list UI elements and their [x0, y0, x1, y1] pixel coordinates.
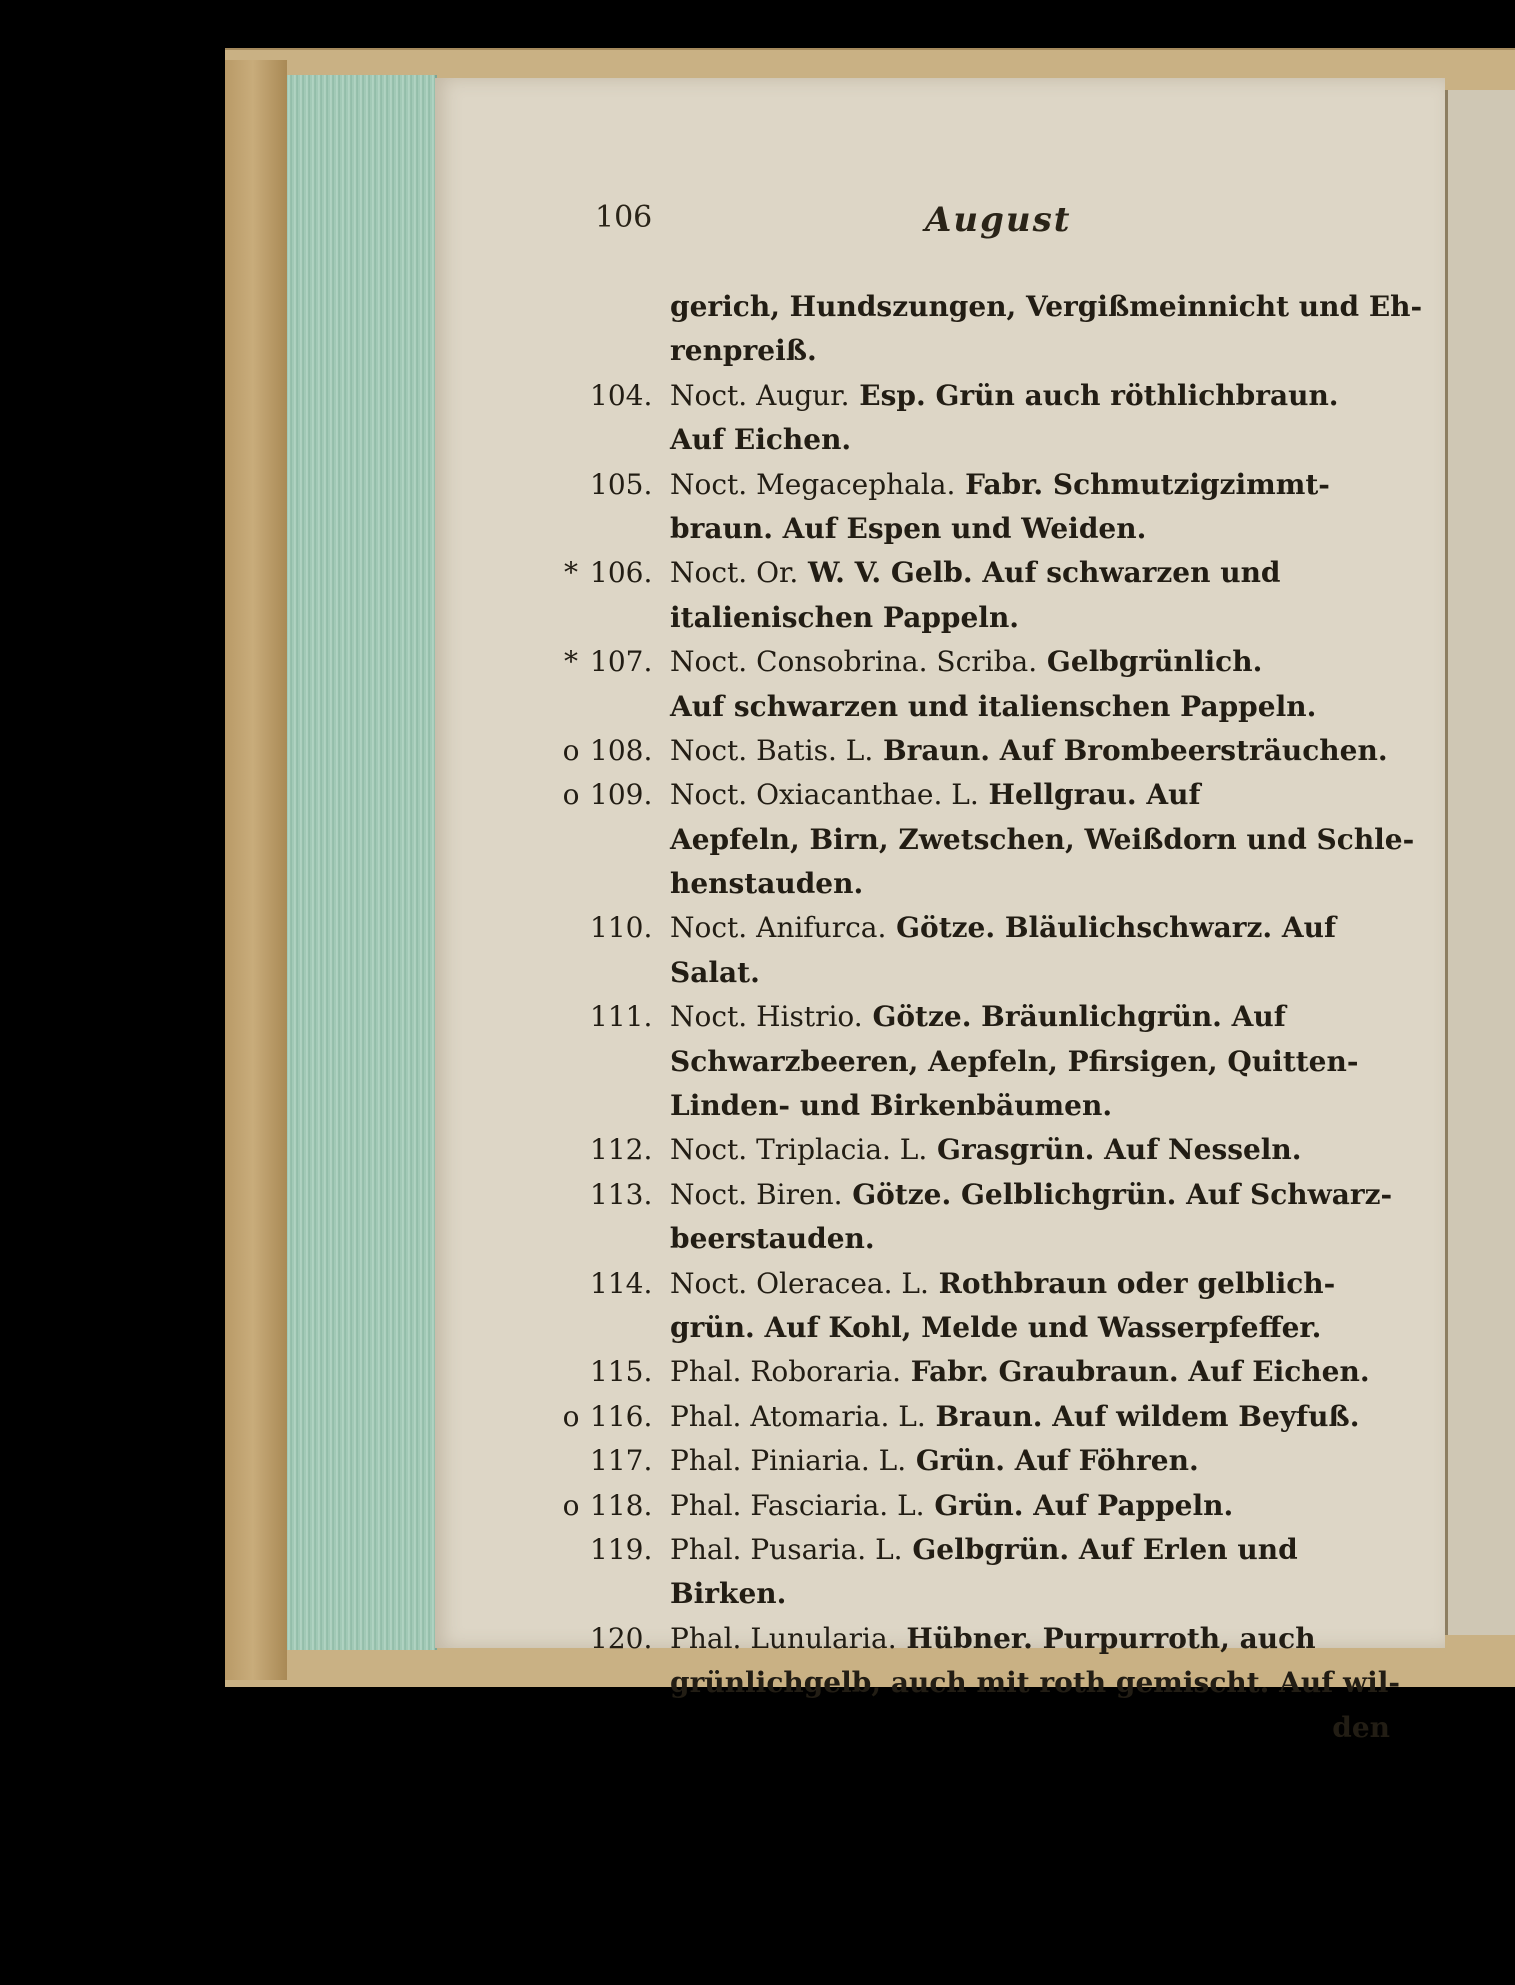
line-text: grünlichgelb, auch mit roth gemischt. Auf wil-	[670, 1666, 1401, 1700]
line-text: Hübner. Purpurroth, auch	[896, 1621, 1316, 1655]
text-line	[590, 374, 1390, 418]
text-line	[590, 906, 1390, 950]
entry-number: 105.	[590, 467, 653, 501]
text-line	[590, 507, 1390, 551]
running-head	[595, 200, 1095, 250]
species-name: Noct. Batis. L.	[670, 733, 874, 767]
species-name: Noct. Triplacia. L.	[670, 1133, 928, 1167]
species-name: Noct. Consobrina. Scriba.	[670, 645, 1038, 679]
line-text: Birken.	[670, 1577, 787, 1611]
page-number: 106	[595, 200, 653, 235]
text-line	[562, 729, 1390, 773]
line-text: Hellgrau. Auf	[978, 778, 1201, 812]
text-line	[590, 1350, 1390, 1394]
entry-number: 117.	[590, 1444, 653, 1478]
text-line	[590, 1173, 1393, 1217]
page-edges	[287, 75, 437, 1650]
text-line	[590, 862, 1390, 906]
entry-number: 109.	[590, 778, 653, 812]
line-text: renpreiß.	[670, 334, 817, 368]
entry-marker: o	[562, 733, 580, 767]
line-text: Rothbraun oder gelblich-	[928, 1266, 1336, 1300]
species-name: Phal. Atomaria. L.	[670, 1399, 926, 1433]
entry-number: 106.	[590, 556, 653, 590]
line-text: Aepfeln, Birn, Zwetschen, Weißdorn und Schle-	[670, 822, 1415, 856]
species-name: Noct. Oxiacanthae. L.	[670, 778, 979, 812]
text-line	[564, 551, 1390, 595]
line-text: Götze. Gelblichgrün. Auf Schwarz-	[842, 1177, 1393, 1211]
text-line	[564, 640, 1390, 684]
line-text: Gelbgrünlich.	[1037, 645, 1263, 679]
text-line	[590, 329, 1390, 373]
line-text: Gelbgrün. Auf Erlen und	[902, 1532, 1298, 1566]
line-text: Esp. Grün auch röthlichbraun.	[849, 378, 1339, 412]
line-text: Grün. Auf Pappeln.	[924, 1488, 1234, 1522]
entry-number: 110.	[590, 911, 653, 945]
species-name: Phal. Piniaria. L.	[670, 1444, 907, 1478]
line-text: Auf Eichen.	[670, 423, 852, 457]
text-line	[590, 1706, 1390, 1750]
text-line	[590, 596, 1390, 640]
entry-number: 116.	[590, 1399, 653, 1433]
text-line	[590, 285, 1423, 329]
text-line	[590, 1661, 1401, 1705]
facing-page-edge	[1445, 90, 1515, 1635]
line-text: Salat.	[670, 955, 760, 989]
entry-number: 108.	[590, 733, 653, 767]
line-text: Götze. Bläulichschwarz. Auf	[886, 911, 1337, 945]
species-name: Noct. Anifurca.	[670, 911, 887, 945]
book-spine	[225, 60, 287, 1680]
line-text: Auf schwarzen und italienschen Pappeln.	[670, 689, 1317, 723]
line-text: gerich, Hundszungen, Vergißmeinnicht und Eh-	[670, 290, 1423, 323]
line-text: henstauden.	[670, 867, 864, 901]
text-line	[590, 951, 1390, 995]
line-text: grün. Auf Kohl, Melde und Wasserpfeffer.	[670, 1310, 1322, 1344]
text-block	[562, 285, 1423, 1750]
line-text: den	[1332, 1710, 1390, 1744]
entry-number: 115.	[590, 1355, 653, 1389]
entry-marker: o	[562, 1399, 580, 1433]
line-text: Schwarzbeeren, Aepfeln, Pfirsigen, Quitten-	[670, 1044, 1359, 1078]
species-name: Noct. Biren.	[670, 1177, 843, 1211]
species-name: Noct. Oleracea. L.	[670, 1266, 929, 1300]
text-line	[590, 1572, 1390, 1616]
text-line	[590, 463, 1390, 507]
entry-number: 112.	[590, 1133, 653, 1167]
page-title: August	[925, 200, 1072, 240]
text-line	[590, 1528, 1390, 1572]
entry-number: 118.	[590, 1488, 653, 1522]
text-line	[590, 1217, 1390, 1261]
entry-number: 107.	[590, 645, 653, 679]
text-line	[590, 1040, 1390, 1084]
text-line	[562, 1484, 1390, 1528]
line-text: Grün. Auf Föhren.	[906, 1444, 1199, 1478]
species-name: Noct. Or.	[670, 556, 799, 590]
text-line	[590, 995, 1390, 1039]
text-line	[590, 1439, 1390, 1483]
text-line	[562, 1395, 1390, 1439]
entry-marker: *	[564, 645, 578, 679]
entry-number: 113.	[590, 1177, 653, 1211]
line-text: W. V. Gelb. Auf schwarzen und	[798, 556, 1281, 590]
line-text: italienischen Pappeln.	[670, 600, 1020, 634]
species-name: Phal. Roboraria.	[670, 1355, 902, 1389]
entry-number: 120.	[590, 1621, 653, 1655]
text-line	[590, 1262, 1390, 1306]
species-name: Phal. Pusaria. L.	[670, 1532, 903, 1566]
entry-marker: o	[562, 778, 580, 812]
line-text: beerstauden.	[670, 1222, 875, 1256]
species-name: Phal. Fasciaria. L.	[670, 1488, 925, 1522]
line-text: Grasgrün. Auf Nesseln.	[927, 1133, 1302, 1167]
line-text: Linden- und Birkenbäumen.	[670, 1089, 1113, 1123]
species-name: Phal. Lunularia.	[670, 1621, 897, 1655]
text-line	[590, 1306, 1390, 1350]
line-text: Götze. Bräunlichgrün. Auf	[862, 1000, 1286, 1034]
entry-number: 104.	[590, 378, 653, 412]
text-line	[590, 418, 1390, 462]
text-line	[590, 818, 1415, 862]
text-line	[562, 773, 1390, 817]
species-name: Noct. Histrio.	[670, 1000, 863, 1034]
line-text: Fabr. Schmutzigzimmt-	[955, 467, 1330, 501]
entry-number: 119.	[590, 1532, 653, 1566]
species-name: Noct. Megacephala.	[670, 467, 956, 501]
text-line	[590, 685, 1390, 729]
line-text: braun. Auf Espen und Weiden.	[670, 511, 1147, 545]
entry-number: 111.	[590, 1000, 653, 1034]
text-line	[590, 1617, 1390, 1661]
text-line	[590, 1128, 1390, 1172]
line-text: Braun. Auf Brombeersträuchen.	[873, 733, 1388, 767]
entry-number: 114.	[590, 1266, 653, 1300]
entry-marker: *	[564, 556, 578, 590]
line-text: Fabr. Graubraun. Auf Eichen.	[901, 1355, 1370, 1389]
text-line	[590, 1084, 1390, 1128]
line-text: Braun. Auf wildem Beyfuß.	[925, 1399, 1360, 1433]
species-name: Noct. Augur.	[670, 378, 850, 412]
entry-marker: o	[562, 1488, 580, 1522]
